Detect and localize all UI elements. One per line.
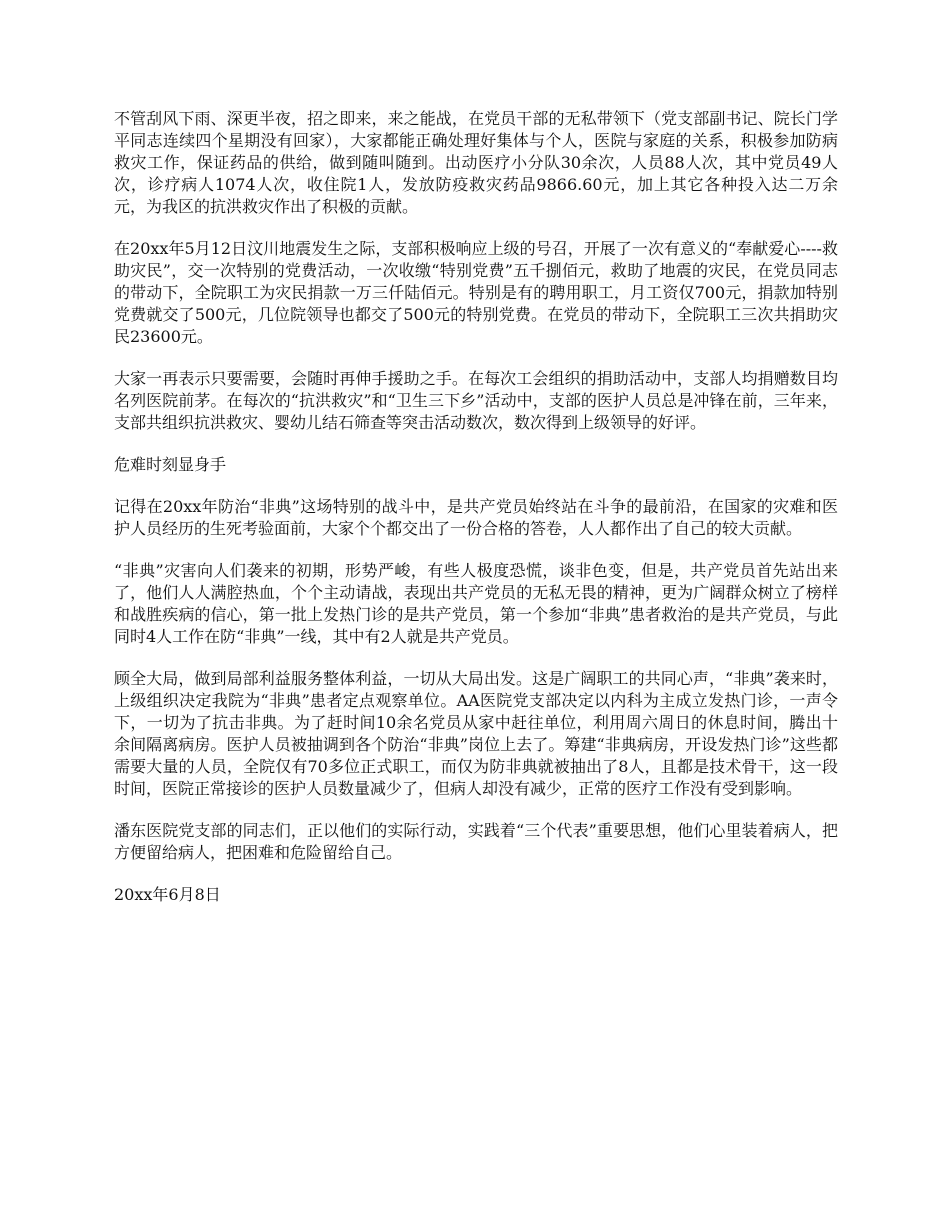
paragraph-overall-situation: 顾全大局，做到局部利益服务整体利益，一切从大局出发。这是广阔职工的共同心声，“非典”袭来时，上级组织决定我院为“非典”患者定点观察单位。AA医院党支部决定以内科为主成立发热门诊，一声令下，一切为了抗击非典。为了赶时间10余名党员从家中赶往单位，利用周六周日的休息时间，腾出十余间隔离病房。医护人员被抽调到各个防治“非典”岗位上去了。筹建“非典病房，开设发热门诊”这些都需要大量的人员，全院仅有70多位正式职工，而仅为防非典就被抽出了8人，且都是技术骨干，这一段时间，医院正常接诊的医护人员数量减少了，但病人却没有减少，正常的医疗工作没有受到影响。 [114,669,838,798]
paragraph-flood-relief: 不管刮风下雨、深更半夜，招之即来，来之能战，在党员干部的无私带领下（党支部副书记、院长门学平同志连续四个星期没有回家），大家都能正确处理好集体与个人，医院与家庭的关系，积极参加防病救灾工作，保证药品的供给，做到随叫随到。出动医疗小分队30余次，人员88人次，其中党员49人次，诊疗病人1074人次，收住院1人，发放防疫救灾药品9866.60元，加上其它各种投入达二万余元，为我区的抗洪救灾作出了积极的贡献。 [114,109,838,216]
document-page [114,108,838,906]
document-date: 20xx年6月8日 [114,885,221,904]
paragraph-sars-frontline: 记得在20xx年防治“非典”这场特别的战斗中，是共产党员始终站在斗争的最前沿，在国家的灾难和医护人员经历的生死考验面前，大家个个都交出了一份合格的答卷，人人都作出了自己的较大贡献。 [114,497,838,538]
paragraph-earthquake-donation: 在20xx年5月12日汶川地震发生之际，支部积极响应上级的号召，开展了一次有意义的“奉献爱心----救助灾民”，交一次特别的党费活动，一次收缴“特别党费”五千捌佰元，救助了地震的灾民，在党员同志的带动下，全院职工为灾民捐款一万三仟陆佰元。特别是有的聘用职工，月工资仅700元，捐款加特别党费就交了500元，几位院领导也都交了500元的特别党费。在党员的带动下，全院职工三次共捐助灾民23600元。 [114,239,838,346]
paragraph-helping-hand: 大家一再表示只要需要，会随时再伸手援助之手。在每次工会组织的捐助活动中，支部人均捐赠数目均名列医院前茅。在每次的“抗洪救灾”和“卫生三下乡”活动中，支部的医护人员总是冲锋在前，三年来，支部共组织抗洪救灾、婴幼儿结石筛查等突击活动数次，数次得到上级领导的好评。 [114,369,838,432]
paragraph-sars-volunteers: “非典”灾害向人们袭来的初期，形势严峻，有些人极度恐慌，谈非色变，但是，共产党员首先站出来了，他们人人满腔热血，个个主动请战，表现出共产党员的无私无畏的精神，更为广阔群众树立了榜样和战胜疾病的信心，第一批上发热门诊的是共产党员，第一个参加“非典”患者救治的是共产党员，与此同时4人工作在防“非典”一线，其中有2人就是共产党员。 [114,561,838,646]
paragraph-three-represents: 潘东医院党支部的同志们，正以他们的实际行动，实践着“三个代表”重要思想，他们心里装着病人，把方便留给病人，把困难和危险留给自己。 [114,821,838,862]
section-heading: 危难时刻显身手 [114,455,227,474]
